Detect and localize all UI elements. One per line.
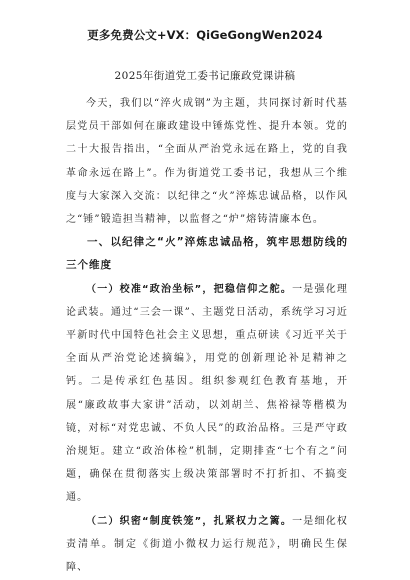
document-body [66, 92, 348, 579]
section-heading-1: 一、以纪律之“火”淬炼忠诚品格，筑牢思想防线的三个维度 [66, 236, 348, 272]
subsection-1-text: 一是强化理论武装。通过“三会一课”、主题党日活动，系统学习习近平新时代中国特色社会主义思想，重点研读《习近平关于全面从严治党论述摘编》，用党的创新理论补足精神之钙。二是传承红色基因。组织参观红色教育基地，开展“廉政故事大家讲”活动，以刘胡兰、焦裕禄等楷模为镜，对标“对党忠诚、不负人民”的政治品格。三是严守政治规矩。建立“政治体检”机制，定期排查“七个有之”问题，确保在贯彻落实上级决策部署时不打折扣、不搞变通。 [66, 283, 349, 504]
intro-paragraph: 今天，我们以“淬火成钢”为主题，共同探讨新时代基层党员干部如何在廉政建设中锤炼党性、提升本领。党的二十大报告指出，“全面从严治党永远在路上，党的自我革命永远在路上”。作为街道党工委书记，我想从三个维度与大家深入交流：以纪律之“火”淬炼忠诚品格，以作风之“锤”锻造担当精神，以监督之“炉”熔铸清廉本色。 [66, 98, 348, 226]
subsection-2-text: 一是细化权责清单。制定《街道小微权力运行规范》，明确民生保障、 [66, 515, 349, 574]
document-title: 2025年街道党工委书记廉政党课讲稿 [114, 70, 296, 82]
subsection-1-paragraph [66, 278, 348, 510]
subsection-2-paragraph [66, 510, 348, 580]
subsection-heading-2: （二）织密“制度铁笼”，扎紧权力之篱。 [86, 515, 293, 527]
promo-banner: 更多免费公文+VX：QiGeGongWen2024 [87, 28, 323, 42]
subsection-heading-1: （一）校准“政治坐标”，把稳信仰之舵。 [86, 283, 293, 295]
